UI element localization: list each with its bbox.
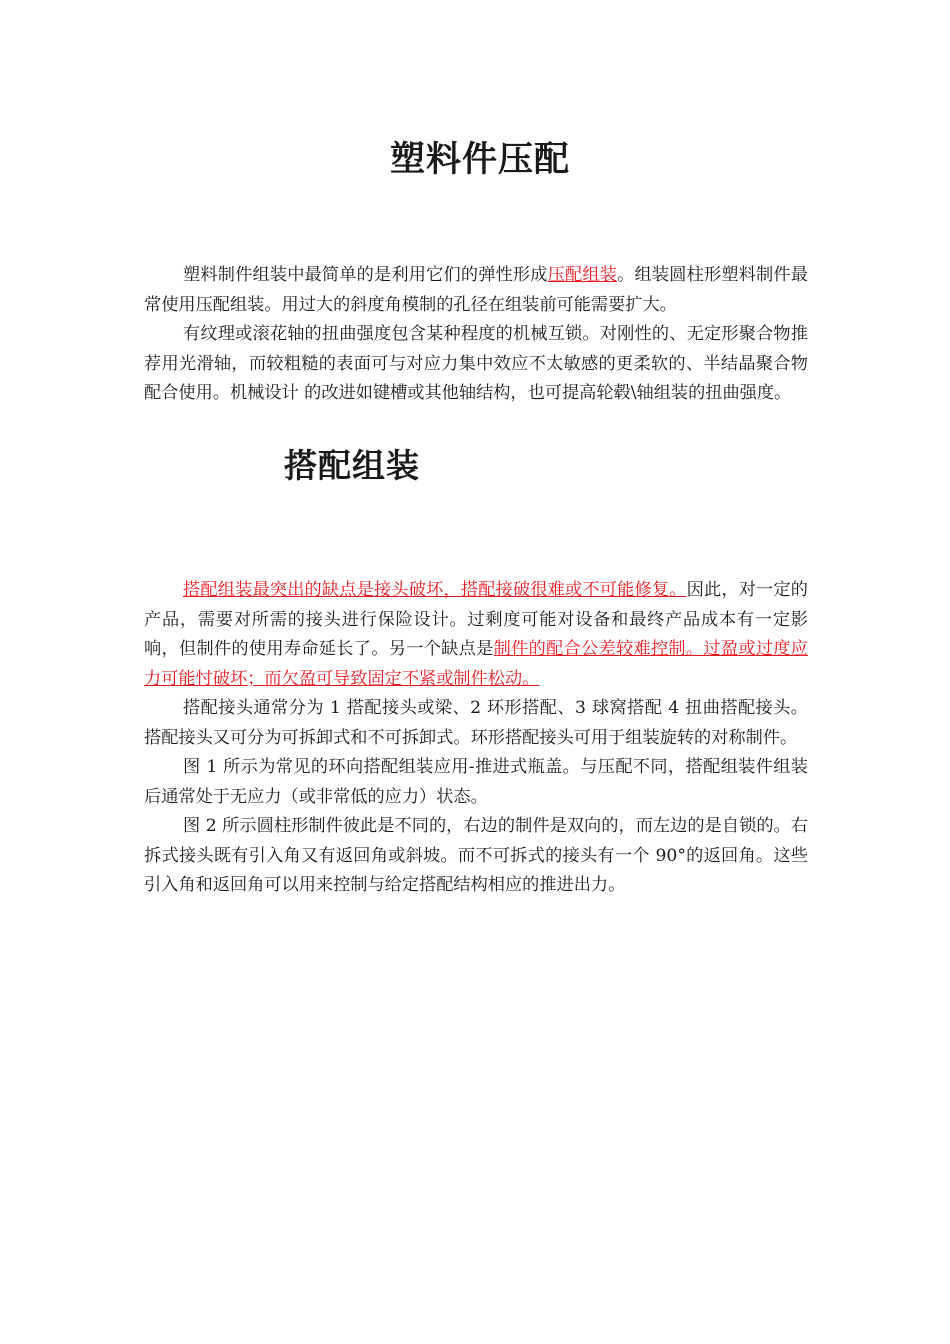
- highlighted-text: 搭配组装最突出的缺点是接头破坏，搭配接破很难或不可能修复。: [183, 580, 687, 600]
- paragraph: 图 2 所示圆柱形制件彼此是不同的，右边的制件是双向的，而左边的是自锁的。右拆式接头既有引入角又有返回角或斜坡。而不可拆式的接头有一个 90°的返回角。这些引入角和返回角可以用来控制与给定搭配结构相应的推进出力。: [144, 816, 808, 895]
- highlighted-term: 压配组装: [547, 265, 618, 285]
- paragraph-text: 塑料制件组装中最简单的是利用它们的弹性形成: [183, 265, 548, 285]
- highlighted-text: 制件的配合公差较难控制。过盈或过度应力可能忖破坏；而欠盈可导致固定不紧或制件松动。: [144, 639, 808, 689]
- paragraph-text: 。组装圆柱形塑料制件最常使用压配组装。用过大的斜度角模制的孔径在组装前可能需要扩大。: [144, 265, 808, 315]
- paragraph: [144, 261, 808, 320]
- section-1-body: [144, 261, 808, 409]
- paragraph: 搭配接头通常分为 1 搭配接头或梁、2 环形搭配、3 球窝搭配 4 扭曲搭配接头。搭配接头又可分为可拆卸式和不可拆卸式。环形搭配接头可用于组装旋转的对称制件。: [144, 698, 808, 748]
- page-title: 塑料件压配: [389, 139, 570, 180]
- paragraph: [144, 576, 808, 694]
- paragraph: 图 1 所示为常见的环向搭配组装应用-推进式瓶盖。与压配不同，搭配组装件组装后通常处于无应力（或非常低的应力）状态。: [144, 757, 808, 807]
- section-heading: 搭配组装: [284, 446, 420, 485]
- paragraph: 有纹理或滚花轴的扭曲强度包含某种程度的机械互锁。对刚性的、无定形聚合物推荐用光滑轴，而较粗糙的表面可与对应力集中效应不太敏感的更柔软的、半结晶聚合物配合使用。机械设计 的改进如键槽或其他轴结构，也可提高轮毂\轴组装的扭曲强度。: [144, 324, 808, 403]
- paragraph-text: 因此，对一定的产品，需要对所需的接头进行保险设计。过剩度可能对设备和最终产品成本有一定影响，但制件的使用寿命延长了。另一个缺点是: [144, 580, 808, 659]
- section-2-body: [144, 576, 808, 901]
